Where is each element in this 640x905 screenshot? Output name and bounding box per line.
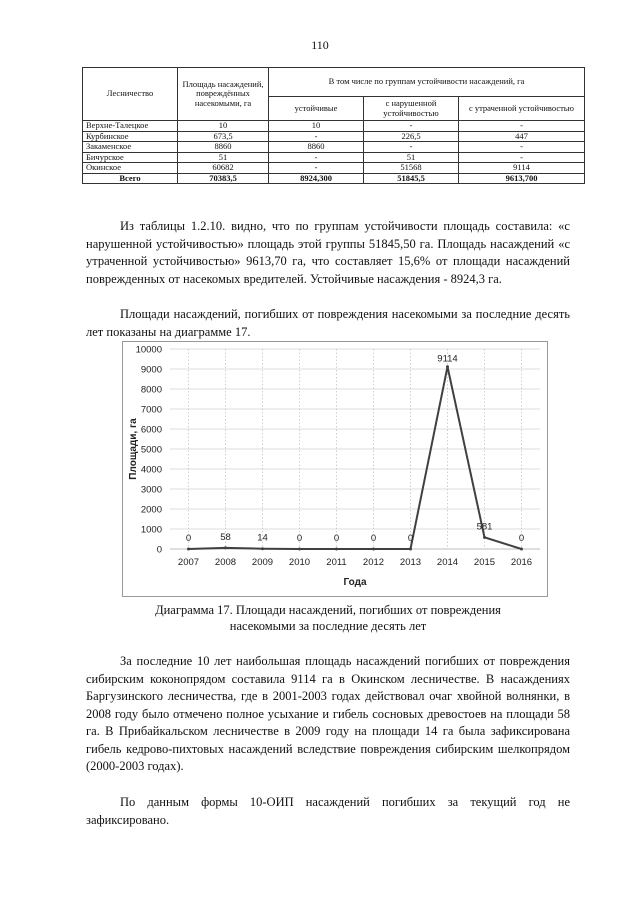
paragraph-current-year: По данным формы 10-ОИП насаждений погибших за текущий год не зафиксировано.: [86, 795, 570, 827]
data-label: 0: [296, 533, 303, 544]
y-tick-label: 1000: [140, 524, 162, 536]
x-tick-label: 2014: [436, 557, 459, 568]
header-lost: с утраченной устойчивостью: [459, 97, 585, 121]
y-tick-label: 2000: [140, 504, 162, 516]
data-point: [224, 546, 227, 549]
data-label: 581: [476, 521, 493, 533]
header-damaged-area: Площадь насаждений, повреждённых насекомыми, га: [178, 68, 269, 121]
header-stable: устойчивые: [269, 97, 364, 121]
data-label: 0: [185, 533, 192, 544]
header-forestry: Лесничество: [83, 68, 178, 121]
table-cell: Закаменское: [83, 142, 178, 153]
paragraph-decade-summary: За последние 10 лет наибольшая площадь насаждений погибших от повреждения сибирским коконопрядом составила 9114 га в Окинском лесничестве. В насаждениях Баргузинского лесничества, где в 2001-2003 годах действовал очаг хвойной волнянки, в 2008 году было отмечено полное усыхание и гибель сосновых древостоев на площади 58 га. В Прибайкальском лесничестве в 2009 году на площади 14 га была зафиксирована гибель кедрово-пихтовых насаждений вследствие повреждения сибирским шелкопрядом (2000-2003 годах).: [86, 654, 570, 773]
table-cell: 51: [178, 152, 269, 163]
data-point: [520, 548, 523, 551]
table-cell: -: [269, 163, 364, 174]
table-total-row: [83, 173, 585, 184]
table-cell: 60682: [178, 163, 269, 174]
table-cell: 9114: [459, 163, 585, 174]
y-tick-label: 6000: [140, 424, 162, 436]
x-tick-label: 2008: [214, 557, 237, 568]
table-cell: Окинское: [83, 163, 178, 174]
table-cell: -: [459, 121, 585, 132]
y-axis-title: Площади, га: [128, 418, 139, 480]
chart-caption: [86, 602, 570, 634]
page-number: 110: [311, 38, 329, 52]
x-tick-label: 2011: [326, 557, 347, 568]
header-stability-groups: В том числе по группам устойчивости насаждений, га: [269, 68, 585, 97]
table-row: [83, 152, 585, 163]
table-cell: -: [269, 152, 364, 163]
data-label: 9114: [437, 353, 458, 365]
data-point: [483, 536, 486, 539]
header-impaired: с нарушенной устойчивостью: [364, 97, 459, 121]
damage-area-line-chart: [122, 341, 548, 597]
table-cell: -: [269, 131, 364, 142]
table-cell: 8860: [178, 142, 269, 153]
x-tick-label: 2010: [288, 557, 311, 568]
y-tick-label: 4000: [140, 464, 162, 476]
y-tick-label: 8000: [140, 384, 162, 396]
table-row: [83, 142, 585, 153]
table-row: [83, 163, 585, 174]
chart-caption-line-2: насекомыми за последние десять лет: [229, 619, 427, 633]
x-tick-label: 2012: [362, 557, 385, 568]
x-tick-label: 2013: [399, 557, 422, 568]
y-tick-label: 7000: [140, 404, 162, 416]
data-point: [187, 548, 190, 551]
forestry-damage-table: [82, 67, 585, 184]
data-point: [335, 548, 338, 551]
table-cell: 51568: [364, 163, 459, 174]
table-cell: Верхне-Талецкое: [83, 121, 178, 132]
x-tick-label: 2007: [177, 557, 200, 568]
table-cell: Курбинское: [83, 131, 178, 142]
data-label: 0: [333, 533, 340, 544]
x-tick-label: 2016: [510, 557, 533, 568]
table-cell: 70383,5: [178, 173, 269, 184]
table-cell: -: [364, 142, 459, 153]
table-cell: 9613,700: [459, 173, 585, 184]
table-cell: 226,5: [364, 131, 459, 142]
data-label: 0: [518, 533, 525, 544]
table-cell: 8924,300: [269, 173, 364, 184]
table-cell: -: [459, 142, 585, 153]
data-point: [409, 548, 412, 551]
chart-caption-line-1: Диаграмма 17. Площади насаждений, погибших от повреждения: [155, 603, 501, 617]
table-cell: 10: [269, 121, 364, 132]
data-label: 0: [370, 533, 377, 544]
table-cell: 51845,5: [364, 173, 459, 184]
data-label: 0: [407, 533, 414, 544]
table-cell: 447: [459, 131, 585, 142]
table-row: [83, 131, 585, 142]
paragraph-chart-intro: Площади насаждений, погибших от повреждения насекомыми за последние десять лет показаны на диаграмме 17.: [86, 307, 570, 339]
data-label: 14: [257, 532, 268, 544]
x-tick-label: 2015: [473, 557, 496, 568]
table-cell: Бичурское: [83, 152, 178, 163]
data-point: [261, 547, 264, 550]
table-header-row: [83, 68, 585, 97]
data-point: [298, 548, 301, 551]
table-cell: Всего: [83, 173, 178, 184]
x-tick-label: 2009: [251, 557, 274, 568]
x-axis-title: Года: [343, 577, 367, 588]
data-point: [372, 548, 375, 551]
table-cell: 8860: [269, 142, 364, 153]
table-cell: 673,5: [178, 131, 269, 142]
table-cell: 51: [364, 152, 459, 163]
data-label: 58: [220, 531, 231, 543]
y-tick-label: 0: [156, 544, 162, 556]
y-tick-label: 10000: [135, 344, 162, 356]
table-cell: -: [459, 152, 585, 163]
table-cell: -: [364, 121, 459, 132]
data-point: [446, 365, 449, 368]
y-tick-label: 9000: [140, 364, 162, 376]
paragraph-table-summary: Из таблицы 1.2.10. видно, что по группам устойчивости площадь составила: «с нарушенной устойчивостью» площадь этой группы 51845,50 га. Площадь насаждений «с утраченной устойчивостью» 9613,70 га, что составляет 15,6% от площади насаждений поврежденных от насекомых вредителей. Устойчивые насаждения - 8924,3 га.: [86, 219, 570, 286]
table-row: [83, 121, 585, 132]
y-tick-label: 3000: [140, 484, 162, 496]
table-cell: 10: [178, 121, 269, 132]
y-tick-label: 5000: [140, 444, 162, 456]
